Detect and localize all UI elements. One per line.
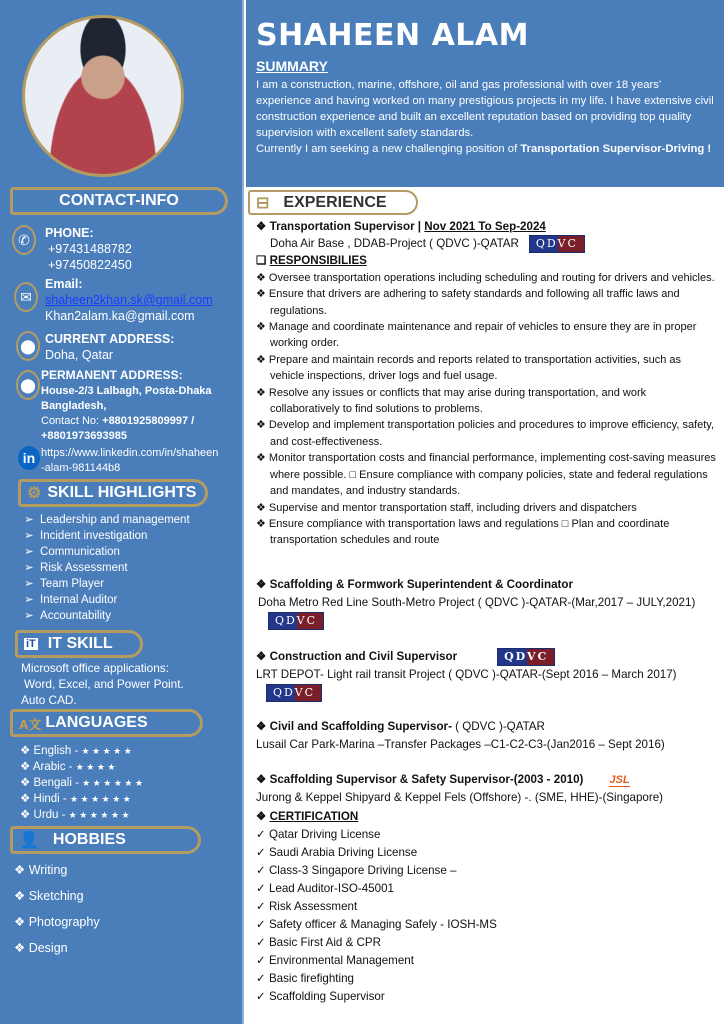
summary-seeking: Currently I am seeking a new challenging position of [256,143,521,155]
job-2 [256,576,716,630]
current-address-label: CURRENT ADDRESS: [45,332,175,346]
qdvc-logo: QDVC [266,684,322,702]
job-place: LRT DEPOT- Light rail transit Project ( QDVC )-QATAR-(Sept 2016 – March 2017)QDVC [256,666,716,702]
skill-item: ➢ Leadership and management [24,514,190,526]
responsibilities-list [256,270,716,549]
job-title: ❖ Construction and Civil Supervisor QDVC [256,648,716,666]
permanent-address-label: PERMANENT ADDRESS: [41,368,183,382]
location-pin-icon: ⬤ [16,370,40,400]
person-icon: 👤 [19,832,39,849]
responsibility-item: ❖ Prepare and maintain records and reports related to transportation activities, such as vehicle inspections, driver logs and fuel usage. [256,353,682,383]
language-item: ❖ English - ★ ★ ★ ★ ★ [20,745,132,757]
job-place: Doha Metro Red Line South-Metro Project ( QDVC )-QATAR-(Mar,2017 – JULY,2021)QDVC [256,594,716,630]
certification-heading: ❖ CERTIFICATION [256,810,359,823]
phone-label: PHONE: [45,226,94,240]
job-place: Lusail Car Park-Marina –Transfer Packages –C1-C2-C3-(Jan2016 – Sept 2016) [256,738,665,751]
language-item: ❖ Arabic - ★ ★ ★ ★ [20,761,116,773]
skills-list [24,512,190,624]
job-4 [256,718,716,754]
sidebar [0,0,244,1024]
hobby-item: ❖ Design [14,941,68,955]
job-place: Jurong & Keppel Shipyard & Keppel Fels (Offshore) -. (SME, HHE)-(Singapore) [256,791,664,804]
rating-stars: ★ ★ ★ ★ ★ ★ [68,810,130,820]
current-address: Doha, Qatar [45,348,114,362]
qdvc-logo: QDVC [529,235,585,253]
languages-heading: A文 LANGUAGES [10,709,203,737]
summary-paragraph: I am a construction, marine, offshore, oil and gas professional with over 18 years' experience and having worked on many prestigious projects in my life. I have extensive civil construction experience and built an excellent reputation based on providing top quality supervision with excellent safety standards. [256,79,714,139]
email-label: Email: [45,277,83,291]
responsibility-item: ❖ Develop and implement transportation policies and procedures to improve efficiency, safety, and cost-effectiveness. [256,419,715,448]
current-address-block [45,331,174,363]
skill-item: ➢ Incident investigation [24,530,148,542]
responsibility-item: ❖ Resolve any issues or conflicts that may arise during transportation, and work collaboratively to find solutions to problems. [256,386,647,416]
certification-item: ✓ Environmental Management [256,954,414,967]
it-skill-line: Microsoft office applications: [21,661,169,675]
job-3 [256,648,716,702]
contact-info-heading: CONTACT-INFO [10,187,228,215]
profile-photo [22,15,184,177]
candidate-name: SHAHEEN ALAM [256,18,529,53]
translate-icon: A文 [19,716,42,732]
contact-no: +8801925809997 / +8801973693985 [41,415,195,442]
skill-item: ➢ Internal Auditor [24,594,118,606]
permanent-address-block [41,368,241,444]
job-place: Doha Air Base , DDAB-Project ( QDVC )-QATAR QDVC [256,235,716,253]
hobbies-heading: 👤 HOBBIES [10,826,201,854]
certification-item: ✓ Basic First Aid & CPR [256,936,382,949]
permanent-address: House-2/3 Lalbagh, Posta-Dhaka Bangladesh, [41,385,212,412]
job-1 [256,219,716,549]
contact-no-label: Contact No: [41,415,103,427]
mail-icon: ✉ [14,282,38,312]
rating-stars: ★ ★ ★ ★ [75,762,116,772]
certification-item: ✓ Saudi Arabia Driving License [256,846,418,859]
responsibility-item: ❖ Manage and coordinate maintenance and repair of vehicles to ensure they are in proper working order. [256,321,697,350]
certification-item: ✓ Lead Auditor-ISO-45001 [256,882,394,895]
certification-item: ✓ Scaffolding Supervisor [256,990,385,1003]
phone-2: +97450822450 [48,258,132,272]
target-position: Transportation Supervisor-Driving ! [520,143,712,155]
skill-highlights-heading: ⚙ SKILL HIGHLIGHTS [18,479,208,507]
responsibility-item: ❖ Oversee transportation operations including scheduling and routing for drivers and vehicles. [256,271,715,284]
skill-item: ➢ Team Player [24,578,104,590]
summary-text [256,77,718,157]
job-title: ❖ Scaffolding & Formwork Superintendent & Coordinator [256,578,573,591]
skill-item: ➢ Communication [24,546,120,558]
hobby-item: ❖ Photography [14,915,100,929]
certification-item: ✓ Risk Assessment [256,900,358,913]
responsibility-item: ❖ Supervise and mentor transportation staff, including drivers and dispatchers [256,501,637,514]
summary-heading: SUMMARY [256,58,328,74]
qdvc-logo: QDVC [497,648,555,666]
location-pin-icon: ⬤ [16,331,40,361]
job-title: ❖ Scaffolding Supervisor & Safety Supervisor-(2003 - 2010) JSL [256,773,630,786]
languages-list [20,743,143,823]
header [246,0,724,187]
responsibility-item: ❖ Monitor transportation costs and financial performance, implementing cost-saving measures where possible. □ Ensure compliance with company policies, state and federal regulations and mandates, and industry standards. [256,452,716,498]
job-5 [256,771,722,807]
hobby-item: ❖ Writing [14,863,68,877]
it-skill-line: Auto CAD. [21,693,77,707]
responsibilities-heading: ❑ RESPONSIBILIES [256,254,367,268]
it-skill-heading: iT IT SKILL [15,630,143,658]
language-item: ❖ Urdu - ★ ★ ★ ★ ★ ★ [20,809,130,821]
rating-stars: ★ ★ ★ ★ ★ ★ [69,794,131,804]
it-skill-text [21,660,184,708]
skill-item: ➢ Risk Assessment [24,562,128,574]
certification-item: ✓ Qatar Driving License [256,828,381,841]
job-dates: Nov 2021 To Sep-2024 [424,220,546,233]
email-2: Khan2alam.ka@gmail.com [45,309,195,323]
qdvc-logo: QDVC [268,612,324,630]
certification-item: ✓ Class-3 Singapore Driving License – [256,864,457,877]
it-icon: iT [26,638,36,650]
certification-section [256,808,716,1006]
phone-icon: ✆ [12,225,36,255]
language-item: ❖ Bengali - ★ ★ ★ ★ ★ ★ [20,777,144,789]
skill-item: ➢ Accountability [24,610,111,622]
email-link-1[interactable]: shaheen2khan.sk@gmail.com [45,293,213,307]
linkedin-icon: in [18,446,40,470]
experience-heading: ⊟ EXPERIENCE [248,190,418,215]
responsibility-item: ❖ Ensure that drivers are adhering to safety standards and following all traffic laws and regulations. [256,288,680,317]
jsl-logo: JSL [609,774,630,786]
email-block [45,276,213,324]
gear-icon: ⚙ [27,485,42,502]
phone-block [45,225,132,273]
language-item: ❖ Hindi - ★ ★ ★ ★ ★ ★ [20,793,131,805]
hobby-item: ❖ Sketching [14,889,84,903]
linkedin-link[interactable]: https://www.linkedin.com/in/shaheen-alam-981144b8 [41,447,219,474]
phone-1: +97431488782 [48,242,132,256]
job-title: ❖ Civil and Scaffolding Supervisor- ( QDVC )-QATAR [256,720,545,733]
certification-item: ✓ Basic firefighting [256,972,354,985]
briefcase-icon: ⊟ [256,194,270,212]
job-title: ❖ Transportation Supervisor | Nov 2021 To Sep-2024 [256,220,546,233]
rating-stars: ★ ★ ★ ★ ★ [81,746,132,756]
certification-item: ✓ Safety officer & Managing Safely - IOSH-MS [256,918,497,931]
rating-stars: ★ ★ ★ ★ ★ ★ [82,778,144,788]
hobbies-list [14,857,100,961]
responsibility-item: ❖ Ensure compliance with transportation laws and regulations □ Plan and coordinate transportation schedules and route [256,517,670,547]
it-skill-line: Word, Excel, and Power Point. [24,677,184,691]
